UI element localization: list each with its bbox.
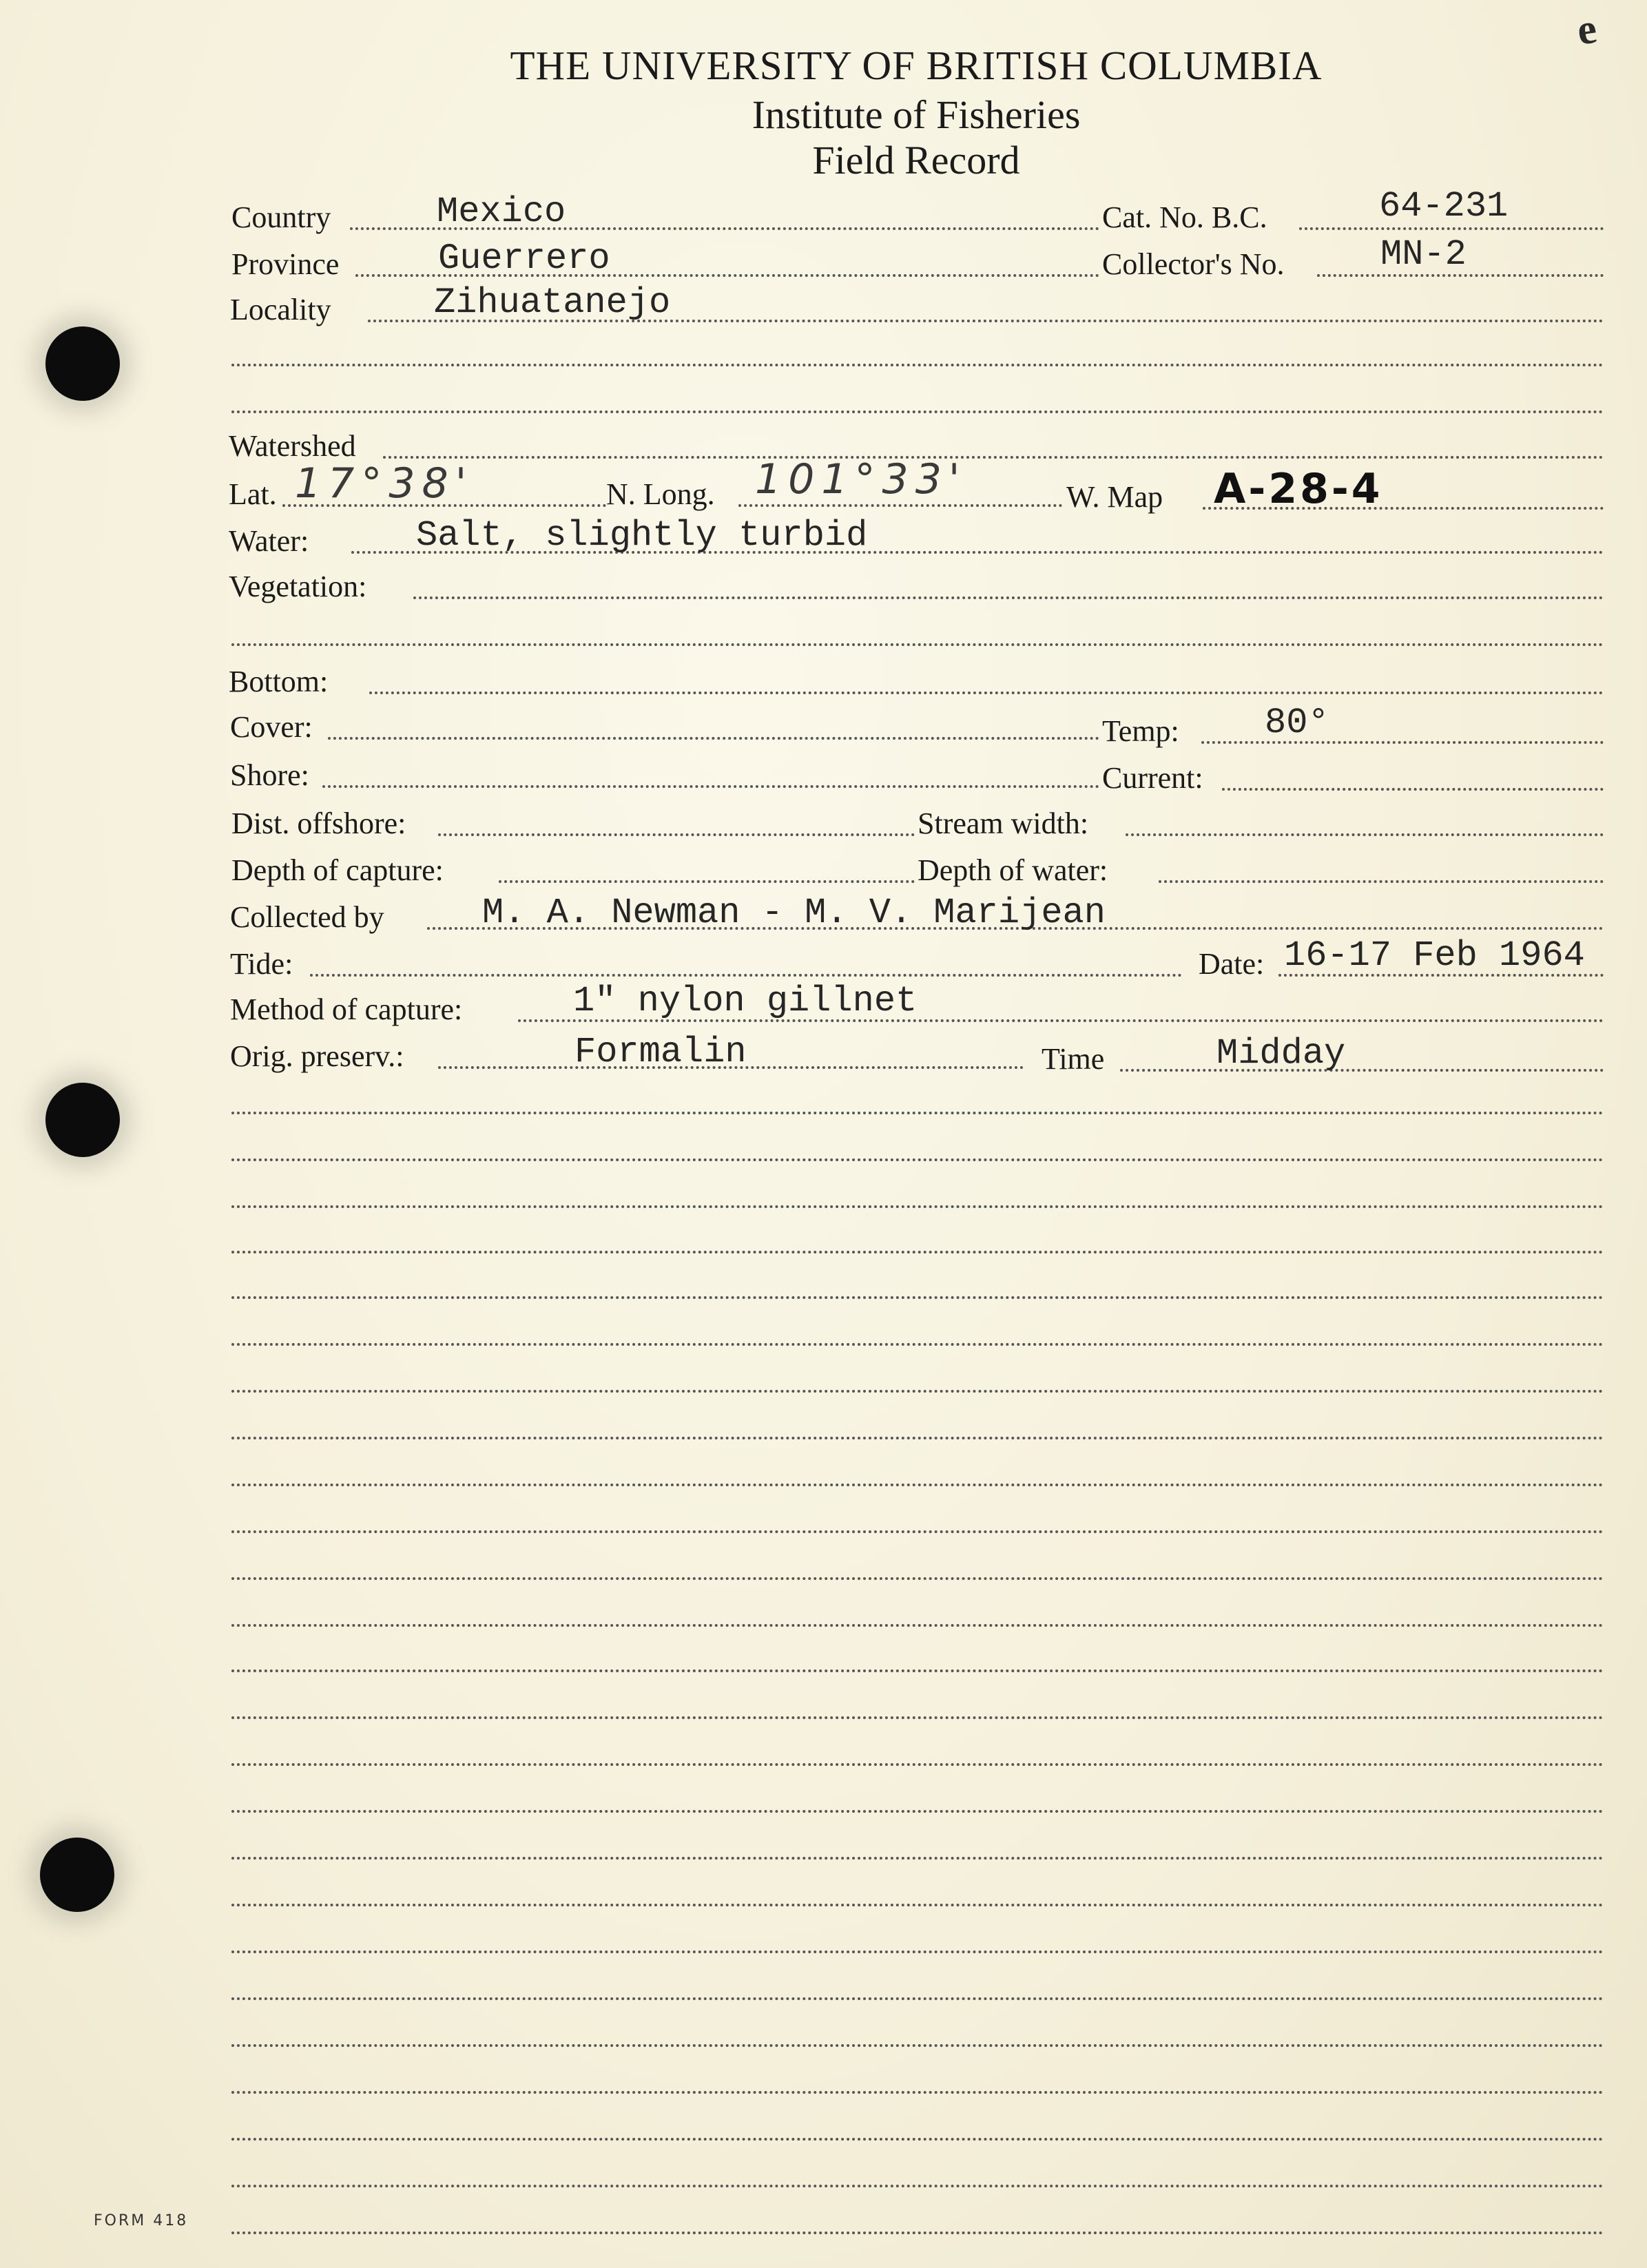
depth-water-label: Depth of water: [918, 853, 1108, 887]
temp-value: 80° [1265, 703, 1329, 743]
tide-line [310, 974, 1182, 977]
long-value: 101°33' [755, 455, 967, 503]
cover-line [328, 737, 1099, 740]
form-number: FORM 418 [94, 2212, 189, 2229]
map-value: A-28-4 [1214, 465, 1383, 513]
punch-hole-bottom [40, 1838, 114, 1912]
blank-line [231, 1669, 1604, 1672]
tide-label: Tide: [230, 947, 293, 981]
blank-line [231, 1251, 1604, 1253]
w-map-label: W. Map [1066, 480, 1163, 514]
blank-line [231, 1484, 1604, 1486]
watershed-line [383, 456, 1604, 459]
cover-label: Cover: [230, 710, 313, 744]
depth-capture-label: Depth of capture: [231, 853, 444, 887]
orig-preserv-value: Formalin [574, 1032, 747, 1072]
stream-width-label: Stream width: [918, 807, 1089, 840]
vegetation-label: Vegetation: [229, 570, 367, 603]
blank-line [231, 2185, 1604, 2187]
long-line [738, 504, 1062, 507]
province-label: Province [231, 247, 340, 281]
n-long-label: N. Long. [606, 477, 715, 511]
lat-value: 17°38' [295, 459, 474, 508]
collectors-no-value: MN-2 [1380, 234, 1467, 275]
shore-line [322, 785, 1099, 788]
time-label: Time [1042, 1042, 1105, 1076]
blank-line [231, 1112, 1604, 1114]
dist-offshore-line [438, 833, 915, 836]
blank-line [231, 2231, 1604, 2234]
form-title: THE UNIVERSITY OF BRITISH COLUMBIA [510, 43, 1323, 88]
date-label: Date: [1199, 947, 1265, 981]
collected-by-value: M. A. Newman - M. V. Marijean [482, 893, 1106, 933]
current-line [1222, 788, 1604, 791]
blank-line [231, 2044, 1604, 2047]
blank-line [231, 1437, 1604, 1439]
blank-line [231, 1763, 1604, 1766]
form-record-type: Field Record [812, 138, 1020, 183]
temp-label: Temp: [1102, 714, 1179, 748]
locality-label: Locality [230, 293, 331, 326]
locality-line-3 [231, 410, 1604, 413]
blank-line [231, 1857, 1604, 1860]
time-line [1120, 1069, 1604, 1072]
blank-line [231, 1158, 1604, 1161]
corner-mark: e [1574, 5, 1600, 54]
blank-line [231, 2138, 1604, 2141]
dist-offshore-label: Dist. offshore: [231, 807, 406, 840]
watershed-label: Watershed [229, 429, 356, 463]
locality-value: Zihuatanejo [434, 282, 671, 323]
blank-line [231, 1904, 1604, 1906]
cat-no-line [1299, 227, 1604, 230]
blank-line [231, 1716, 1604, 1719]
punch-hole-middle [45, 1083, 120, 1157]
blank-line [231, 1390, 1604, 1393]
date-value: 16-17 Feb 1964 [1284, 935, 1585, 976]
temp-line [1201, 741, 1604, 744]
method-value: 1" nylon gillnet [573, 981, 918, 1021]
vegetation-line [413, 596, 1604, 599]
bottom-line [369, 691, 1604, 694]
blank-line [231, 1624, 1604, 1627]
country-label: Country [231, 200, 331, 234]
depth-capture-line [499, 880, 915, 883]
bottom-label: Bottom: [229, 665, 329, 698]
collected-by-label: Collected by [230, 900, 384, 934]
blank-line [231, 1997, 1604, 2000]
shore-label: Shore: [230, 758, 309, 792]
blank-line [231, 1343, 1604, 1346]
blank-line [231, 1577, 1604, 1580]
blank-line [231, 1950, 1604, 1953]
collectors-no-label: Collector's No. [1102, 247, 1285, 281]
current-label: Current: [1102, 761, 1203, 795]
form-institute: Institute of Fisheries [752, 92, 1081, 137]
blank-line [231, 1530, 1604, 1533]
province-value: Guerrero [438, 238, 610, 279]
orig-preserv-label: Orig. preserv.: [230, 1039, 404, 1073]
depth-water-line [1159, 880, 1604, 883]
punch-hole-top [45, 326, 120, 401]
cat-no-label: Cat. No. B.C. [1102, 200, 1267, 234]
blank-line [231, 1810, 1604, 1813]
method-label: Method of capture: [230, 992, 463, 1026]
lat-label: Lat. [229, 477, 277, 511]
vegetation-line-2 [231, 643, 1604, 646]
locality-line-2 [231, 364, 1604, 366]
time-value: Midday [1216, 1033, 1346, 1074]
blank-line [231, 2091, 1604, 2094]
cat-no-value: 64-231 [1379, 186, 1509, 227]
country-value: Mexico [437, 191, 566, 232]
water-value: Salt, slightly turbid [416, 515, 868, 556]
blank-line [231, 1205, 1604, 1208]
water-label: Water: [229, 524, 309, 558]
blank-line [231, 1296, 1604, 1299]
stream-width-line [1126, 833, 1604, 836]
